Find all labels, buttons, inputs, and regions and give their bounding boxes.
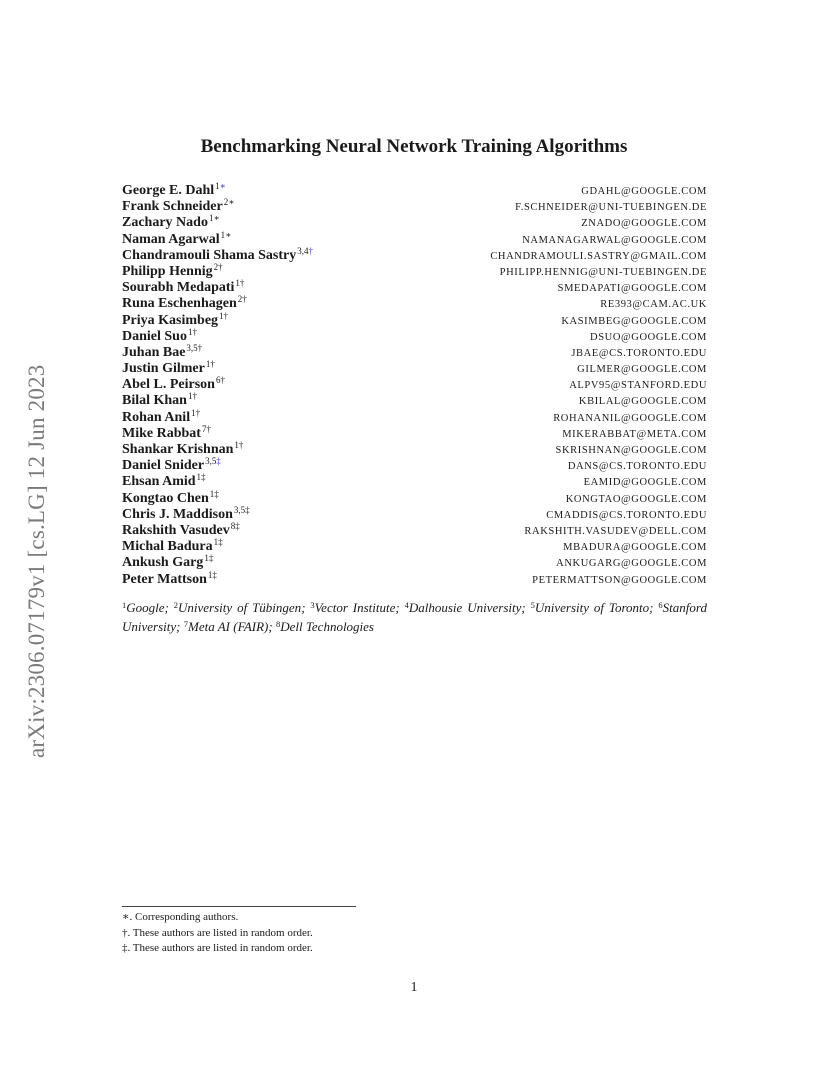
author-name-text: Bilal Khan (122, 393, 187, 409)
affiliation-number: 1 (191, 407, 196, 418)
affiliation-number: 1 (204, 553, 209, 564)
affiliation-number: 3,5 (186, 342, 198, 353)
author-note-mark: † (206, 423, 211, 434)
author-name-text: Naman Agarwal (122, 231, 220, 247)
affiliation-number: 1 (196, 472, 202, 483)
author-row (122, 181, 707, 197)
author-name-text: Justin Gilmer (122, 361, 205, 377)
author-note-mark: † (210, 359, 215, 370)
author-note-mark[interactable]: ‡ (216, 456, 221, 467)
author-note-mark: ∗ (228, 197, 235, 208)
author-email: NAMANAGARWAL@GOOGLE.COM (522, 234, 707, 246)
arxiv-identifier-stamp (18, 292, 58, 758)
author-note-mark: ‡ (235, 520, 240, 531)
author-note-mark: ‡ (212, 569, 217, 580)
author-name-text: Rohan Anil (122, 409, 191, 425)
author-row (122, 213, 707, 229)
author-email: JBAE@CS.TORONTO.EDU (571, 347, 707, 359)
affiliation-number: 2 (173, 600, 179, 610)
author-note-mark: ∗ (225, 229, 232, 240)
author-name-text: Frank Schneider (122, 199, 223, 215)
author-name-text: Michal Badura (122, 539, 213, 555)
author-email: EAMID@GOOGLE.COM (583, 477, 707, 489)
author-affiliation-marks (224, 197, 235, 207)
author-name-text: Chandramouli Shama Sastry (122, 247, 297, 263)
author-row (122, 246, 707, 262)
author-note-mark: † (239, 278, 245, 289)
affiliation-number: 4 (404, 600, 409, 610)
affiliation-number: 6 (215, 375, 221, 386)
affiliation-number: 7 (183, 619, 188, 629)
author-name-text: Mike Rabbat (122, 425, 201, 441)
author-row (122, 391, 707, 407)
author-affiliation-marks (221, 230, 232, 240)
author-row (122, 537, 707, 553)
affiliation-number: 1 (235, 278, 240, 289)
footnote-double-dagger: ‡. These authors are listed in random order. (122, 942, 313, 955)
affiliation-name: Google (126, 600, 165, 615)
author-email: ZNADO@GOOGLE.COM (581, 218, 707, 230)
author-affiliation-marks (209, 213, 220, 223)
affiliation-name: Dalhousie University (408, 600, 522, 615)
affiliation-number: 1 (187, 391, 193, 402)
affiliation-number: 8 (275, 619, 281, 629)
author-email: ANKUGARG@GOOGLE.COM (556, 558, 707, 570)
author-note-mark[interactable]: ∗ (219, 181, 226, 191)
author-name-text: Runa Eschenhagen (122, 296, 237, 312)
author-email: MIKERABBAT@META.COM (562, 428, 707, 440)
author-affiliation-marks (214, 262, 223, 272)
footnote-dagger: †. These authors are listed in random order. (122, 926, 313, 939)
author-name-text: Daniel Snider (122, 458, 205, 474)
author-affiliation-marks (186, 343, 202, 353)
author-note-mark: ‡ (245, 504, 250, 515)
author-row (122, 440, 707, 456)
author-affiliation-marks (208, 570, 217, 580)
author-row (122, 311, 707, 327)
author-affiliation-marks (215, 181, 226, 191)
arxiv-stamp-text: arXiv:2306.07179v1 [cs.LG] 12 Jun 2023 (24, 364, 49, 758)
author-list (122, 181, 707, 586)
author-row (122, 327, 707, 343)
author-email: MBADURA@GOOGLE.COM (563, 542, 707, 554)
author-row (122, 343, 707, 359)
affiliation-number: 1 (215, 181, 220, 191)
author-affiliation-marks (191, 408, 200, 418)
author-name (122, 570, 217, 588)
author-name-text: Sourabh Medapati (122, 280, 235, 296)
author-note-mark: ‡ (208, 553, 214, 564)
author-name-text: Daniel Suo (122, 328, 187, 344)
author-row (122, 278, 707, 294)
author-affiliation-marks (206, 359, 215, 369)
author-note-mark: ∗ (213, 213, 220, 224)
author-email: DANS@CS.TORONTO.EDU (567, 461, 707, 473)
author-note-mark: † (242, 294, 247, 305)
author-email: DSUO@GOOGLE.COM (590, 331, 707, 343)
affiliation-number: 1 (187, 326, 193, 337)
author-affiliation-marks (188, 327, 197, 337)
affiliation-item (122, 600, 165, 615)
affiliation-number: 1 (209, 488, 215, 499)
author-email: KBILAL@GOOGLE.COM (578, 396, 707, 408)
author-name-text: Ankush Garg (122, 555, 204, 571)
author-affiliation-marks (204, 553, 213, 563)
affiliation-item (276, 619, 374, 634)
author-email: ROHANANIL@GOOGLE.COM (553, 412, 707, 424)
paper-title: Benchmarking Neural Network Training Algorithms (200, 136, 628, 157)
author-name-text: Zachary Nado (122, 215, 208, 231)
author-note-mark: ‡ (218, 537, 223, 548)
affiliation-item (310, 600, 395, 615)
author-row (122, 505, 707, 521)
affiliation-number: 2 (237, 294, 243, 305)
author-email: PHILIPP.HENNIG@UNI-TUEBINGEN.DE (499, 266, 707, 278)
author-affiliation-marks (231, 521, 240, 531)
author-email: PETERMATTSON@GOOGLE.COM (532, 574, 707, 586)
footnote-corresponding: ∗. Corresponding authors. (122, 911, 239, 923)
author-row (122, 359, 707, 375)
affiliation-number: 1 (220, 229, 226, 240)
affiliation-number: 1 (205, 359, 211, 370)
author-email: SMEDAPATI@GOOGLE.COM (557, 283, 707, 295)
affiliation-name: Dell Technologies (280, 619, 374, 634)
author-note-mark: † (218, 261, 223, 272)
author-name-text: Priya Kasimbeg (122, 312, 219, 328)
author-email: ALPV95@STANFORD.EDU (569, 380, 707, 392)
affiliation-item (405, 600, 522, 615)
affiliation-number: 3,4 (297, 245, 309, 256)
author-name-text: Rakshith Vasudev (122, 522, 230, 538)
author-row (122, 553, 707, 569)
author-affiliation-marks (238, 294, 247, 304)
author-email: SKRISHNAN@GOOGLE.COM (555, 445, 707, 456)
affiliation-name: Vector Institute (314, 600, 396, 615)
affiliation-name: University of Tübingen (178, 600, 302, 615)
author-row (122, 424, 707, 440)
author-email: KASIMBEG@GOOGLE.COM (561, 315, 707, 327)
author-email: RE393@CAM.AC.UK (600, 299, 707, 311)
author-row (122, 294, 707, 310)
author-note-mark: † (192, 326, 197, 337)
author-affiliation-marks (202, 424, 211, 434)
affiliations: $^1$Google; $^2$University of Tübingen; $^3$Vector Institute; $^4$Dalhousie University; $^5$University of Toronto; $^6$Stanford University; $^7$Meta AI (FAIR); $^8$Dell Technologies (122, 600, 707, 634)
footnote-divider (122, 906, 356, 907)
author-row (122, 262, 707, 278)
author-row (122, 489, 707, 505)
author-affiliation-marks (219, 311, 228, 321)
author-affiliation-marks (234, 505, 250, 515)
author-note-mark: ‡ (214, 488, 219, 499)
author-note-mark: † (223, 310, 229, 321)
affiliation-item (174, 600, 301, 615)
author-affiliation-marks (210, 489, 219, 499)
affiliation-number: 1 (208, 213, 214, 224)
author-name-text: Shankar Krishnan (122, 442, 234, 457)
author-note-mark: † (220, 375, 225, 386)
author-note-mark: † (238, 440, 244, 450)
author-email: F.SCHNEIDER@UNI-TUEBINGEN.DE (515, 202, 707, 214)
author-row (122, 408, 707, 424)
author-row (122, 375, 707, 391)
affiliation-number: 5 (530, 600, 535, 610)
author-affiliation-marks (234, 440, 243, 450)
author-name-text: Peter Mattson (122, 571, 207, 587)
author-note-mark: ‡ (201, 472, 206, 483)
author-affiliation-marks (216, 375, 225, 385)
affiliation-name: University of Toronto (534, 600, 650, 615)
affiliation-number: 1 (213, 537, 219, 548)
author-name-text: Ehsan Amid (122, 474, 196, 490)
author-row (122, 197, 707, 213)
author-affiliation-marks (188, 391, 197, 401)
affiliation-name: Stanford University (122, 600, 707, 634)
affiliation-number: 3,5 (233, 504, 246, 515)
author-affiliation-marks (205, 456, 221, 466)
author-email: KONGTAO@GOOGLE.COM (565, 493, 707, 505)
author-affiliation-marks (297, 246, 313, 256)
author-name-text: George E. Dahl (122, 183, 215, 198)
affiliation-number: 1 (219, 310, 224, 321)
affiliation-number: 7 (201, 423, 207, 434)
affiliation-number: 3 (310, 600, 315, 610)
author-note-mark[interactable]: † (308, 245, 314, 256)
affiliation-number: 3,5 (205, 456, 217, 467)
author-row (122, 521, 707, 537)
affiliation-number: 2 (213, 261, 219, 272)
author-row (122, 472, 707, 488)
author-affiliation-marks (197, 472, 206, 482)
author-name-text: Juhan Bae (122, 344, 186, 360)
author-row (122, 570, 707, 586)
affiliation-number: 8 (230, 520, 236, 531)
author-email: CHANDRAMOULI.SASTRY@GMAIL.COM (490, 250, 707, 262)
footnotes (122, 910, 313, 957)
author-note-mark: † (192, 391, 197, 402)
author-name-text: Abel L. Peirson (122, 377, 215, 393)
author-email: CMADDIS@CS.TORONTO.EDU (546, 509, 707, 521)
affiliation-number: 6 (658, 600, 663, 610)
author-name-text: Kongtao Chen (122, 490, 209, 506)
affiliation-number: 2 (223, 197, 229, 208)
author-name-text: Philipp Hennig (122, 263, 213, 279)
author-name-text: Chris J. Maddison (122, 506, 233, 522)
affiliation-number: 1 (207, 569, 213, 580)
author-email: RAKSHITH.VASUDEV@DELL.COM (524, 525, 707, 537)
author-affiliation-marks (235, 278, 244, 288)
affiliation-name: Meta AI (FAIR) (188, 619, 269, 634)
affiliation-number: 1 (122, 600, 127, 610)
page-number: 1 (410, 980, 418, 995)
author-email: GILMER@GOOGLE.COM (577, 364, 707, 376)
author-row (122, 456, 707, 472)
author-affiliation-marks (214, 537, 223, 547)
affiliation-number: 1 (234, 440, 239, 450)
author-row (122, 230, 707, 246)
author-email: GDAHL@GOOGLE.COM (581, 186, 707, 197)
author-note-mark: † (197, 342, 203, 353)
author-note-mark: † (195, 407, 201, 418)
affiliation-item (184, 619, 269, 634)
affiliation-item (531, 600, 650, 615)
